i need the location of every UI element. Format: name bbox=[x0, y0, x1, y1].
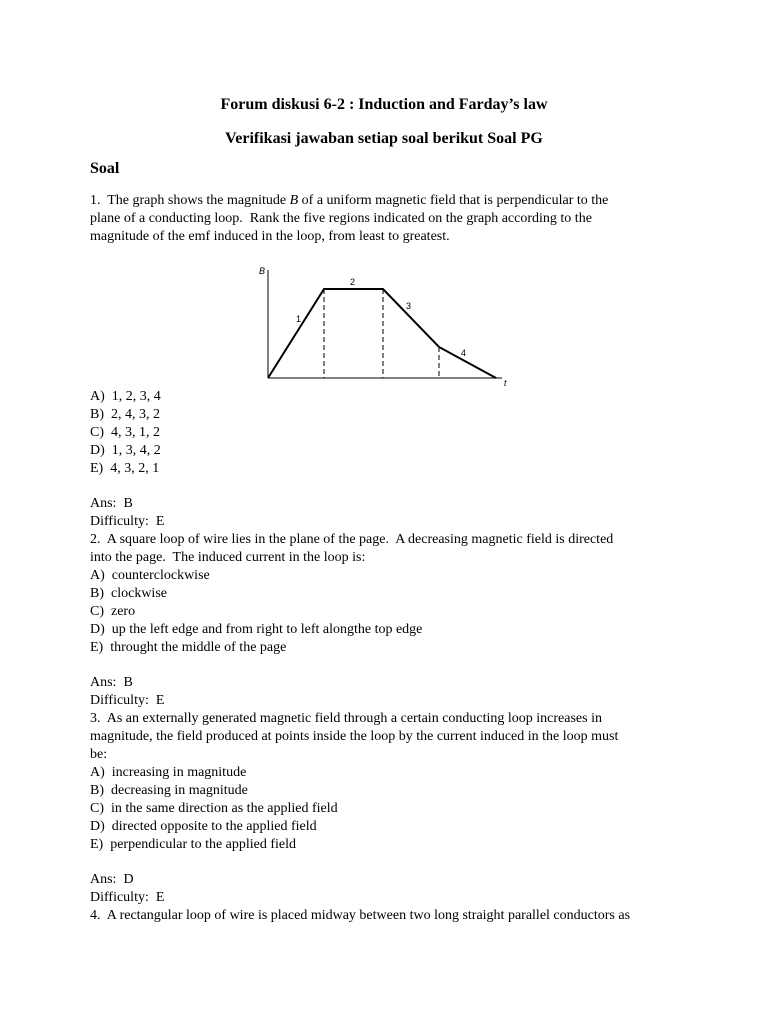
answer-option: E) throught the middle of the page bbox=[90, 640, 287, 655]
q1-line: 1. The graph shows the magnitude B of a uniform magnetic field that is perpendicular to the bbox=[90, 193, 609, 208]
answer-option: B) clockwise bbox=[90, 586, 167, 601]
difficulty-label: Difficulty: E bbox=[90, 890, 165, 905]
b-vs-t-graph bbox=[250, 262, 520, 392]
region-label: 2 bbox=[350, 277, 356, 287]
q4-line: 4. A rectangular loop of wire is placed midway between two long straight parallel conductors as bbox=[90, 908, 631, 923]
answer-option: A) 1, 2, 3, 4 bbox=[90, 389, 161, 404]
x-axis-label: t bbox=[504, 378, 507, 388]
answer-option: C) 4, 3, 1, 2 bbox=[90, 425, 160, 440]
field-curve bbox=[268, 289, 496, 378]
answer-option: D) up the left edge and from right to left alongthe top edge bbox=[90, 622, 423, 637]
answer-option: E) 4, 3, 2, 1 bbox=[90, 461, 160, 476]
answer-key: Ans: B bbox=[90, 496, 133, 511]
answer-option: A) counterclockwise bbox=[90, 568, 210, 583]
q3-line: be: bbox=[90, 747, 108, 762]
document-subtitle: Verifikasi jawaban setiap soal berikut Soal PG bbox=[225, 130, 543, 147]
answer-option: A) increasing in magnitude bbox=[90, 765, 247, 780]
q3-line: magnitude, the field produced at points inside the loop by the current induced in the loop must bbox=[90, 729, 619, 744]
answer-option: B) decreasing in magnitude bbox=[90, 783, 248, 798]
q2-line: 2. A square loop of wire lies in the plane of the page. A decreasing magnetic field is directed bbox=[90, 532, 614, 547]
region-label: 4 bbox=[461, 348, 467, 358]
y-axis-label: B bbox=[259, 266, 266, 276]
q2-line: into the page. The induced current in the loop is: bbox=[90, 550, 366, 565]
q1-line: plane of a conducting loop. Rank the five regions indicated on the graph according to the bbox=[90, 211, 592, 226]
answer-key: Ans: D bbox=[90, 872, 134, 887]
answer-option: C) in the same direction as the applied field bbox=[90, 801, 338, 816]
difficulty-label: Difficulty: E bbox=[90, 514, 165, 529]
answer-option: E) perpendicular to the applied field bbox=[90, 837, 297, 852]
region-label: 1 bbox=[296, 314, 302, 324]
answer-option: D) 1, 3, 4, 2 bbox=[90, 443, 161, 458]
answer-key: Ans: B bbox=[90, 675, 133, 690]
q3-line: 3. As an externally generated magnetic field through a certain conducting loop increases in bbox=[90, 711, 602, 726]
q1-line: magnitude of the emf induced in the loop, from least to greatest. bbox=[90, 229, 450, 244]
document-title: Forum diskusi 6-2 : Induction and Farday’s law bbox=[220, 96, 548, 113]
answer-option: C) zero bbox=[90, 604, 136, 619]
answer-option: D) directed opposite to the applied field bbox=[90, 819, 317, 834]
difficulty-label: Difficulty: E bbox=[90, 693, 165, 708]
region-label: 3 bbox=[406, 301, 412, 311]
section-heading: Soal bbox=[90, 160, 120, 177]
answer-option: B) 2, 4, 3, 2 bbox=[90, 407, 160, 422]
